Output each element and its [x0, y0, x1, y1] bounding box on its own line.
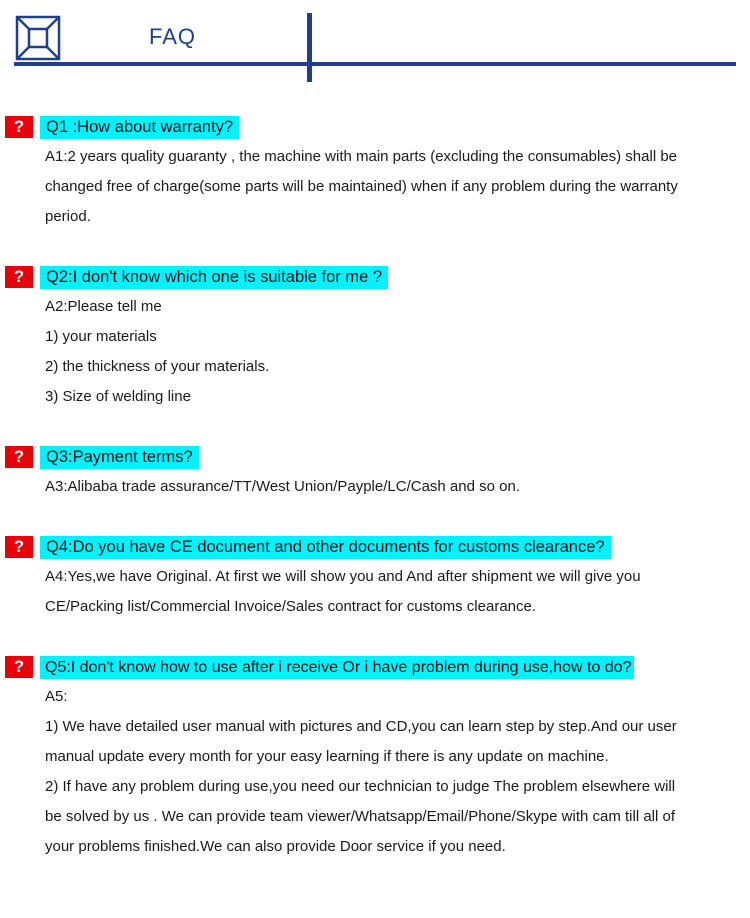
faq-item-4 [0, 536, 750, 622]
page-title: FAQ [149, 24, 197, 49]
answer-line: period. [45, 208, 91, 225]
question-mark-icon: ? [5, 116, 33, 138]
question-text: Q5:I don't know how to use after i receive Or i have problem during use,how to do? [40, 656, 634, 679]
question-text: Q1 :How about warranty? [40, 116, 239, 139]
answer-line: 2) the thickness of your materials. [45, 358, 270, 375]
answer-line: your problems finished.We can also provide Door service if you need. [45, 838, 506, 855]
header-horizontal-divider [14, 62, 736, 66]
answer-block [0, 682, 735, 862]
question-row [0, 536, 750, 559]
header-vertical-divider [307, 13, 312, 82]
question-mark-icon: ? [5, 536, 33, 558]
question-mark-icon: ? [5, 446, 33, 468]
answer-block [0, 562, 735, 622]
question-row [0, 656, 750, 679]
faq-item-2 [0, 266, 750, 412]
answer-line: CE/Packing list/Commercial Invoice/Sales contract for customs clearance. [45, 598, 537, 615]
question-row [0, 266, 750, 289]
answer-block [0, 292, 735, 412]
cube-logo-icon [15, 15, 61, 61]
answer-line: A3:Alibaba trade assurance/TT/West Union/Payple/LC/Cash and so on. [45, 478, 520, 495]
question-text: Q2:I don't know which one is suitable for me ? [40, 266, 388, 289]
answer-line: 1) We have detailed user manual with pictures and CD,you can learn step by step.And our user [45, 718, 677, 735]
answer-line: A4:Yes,we have Original. At first we will show you and And after shipment we will give you [45, 568, 641, 585]
question-text: Q4:Do you have CE document and other documents for customs clearance? [40, 536, 611, 559]
question-text: Q3:Payment terms? [40, 446, 199, 469]
answer-block [0, 142, 735, 232]
answer-line: manual update every month for your easy learning if there is any update on machine. [45, 748, 609, 765]
faq-item-5 [0, 656, 750, 862]
question-row [0, 446, 750, 469]
answer-line: 3) Size of welding line [45, 388, 191, 405]
question-mark-icon: ? [5, 656, 33, 678]
answer-line: A5: [45, 688, 68, 705]
faq-item-3 [0, 446, 750, 502]
answer-line: changed free of charge(some parts will be maintained) when if any problem during the warranty [45, 178, 678, 195]
answer-line: 1) your materials [45, 328, 157, 345]
answer-line: A1:2 years quality guaranty , the machine with main parts (excluding the consumables) shall be [45, 148, 677, 165]
answer-line: A2:Please tell me [45, 298, 162, 315]
answer-line: be solved by us . We can provide team viewer/Whatsapp/Email/Phone/Skype with cam till all of [45, 808, 676, 825]
question-row [0, 116, 750, 139]
question-mark-icon: ? [5, 266, 33, 288]
faq-item-1 [0, 116, 750, 232]
answer-block [0, 472, 735, 502]
faq-header [0, 0, 750, 90]
answer-line: 2) If have any problem during use,you need our technician to judge The problem elsewhere will [45, 778, 676, 795]
